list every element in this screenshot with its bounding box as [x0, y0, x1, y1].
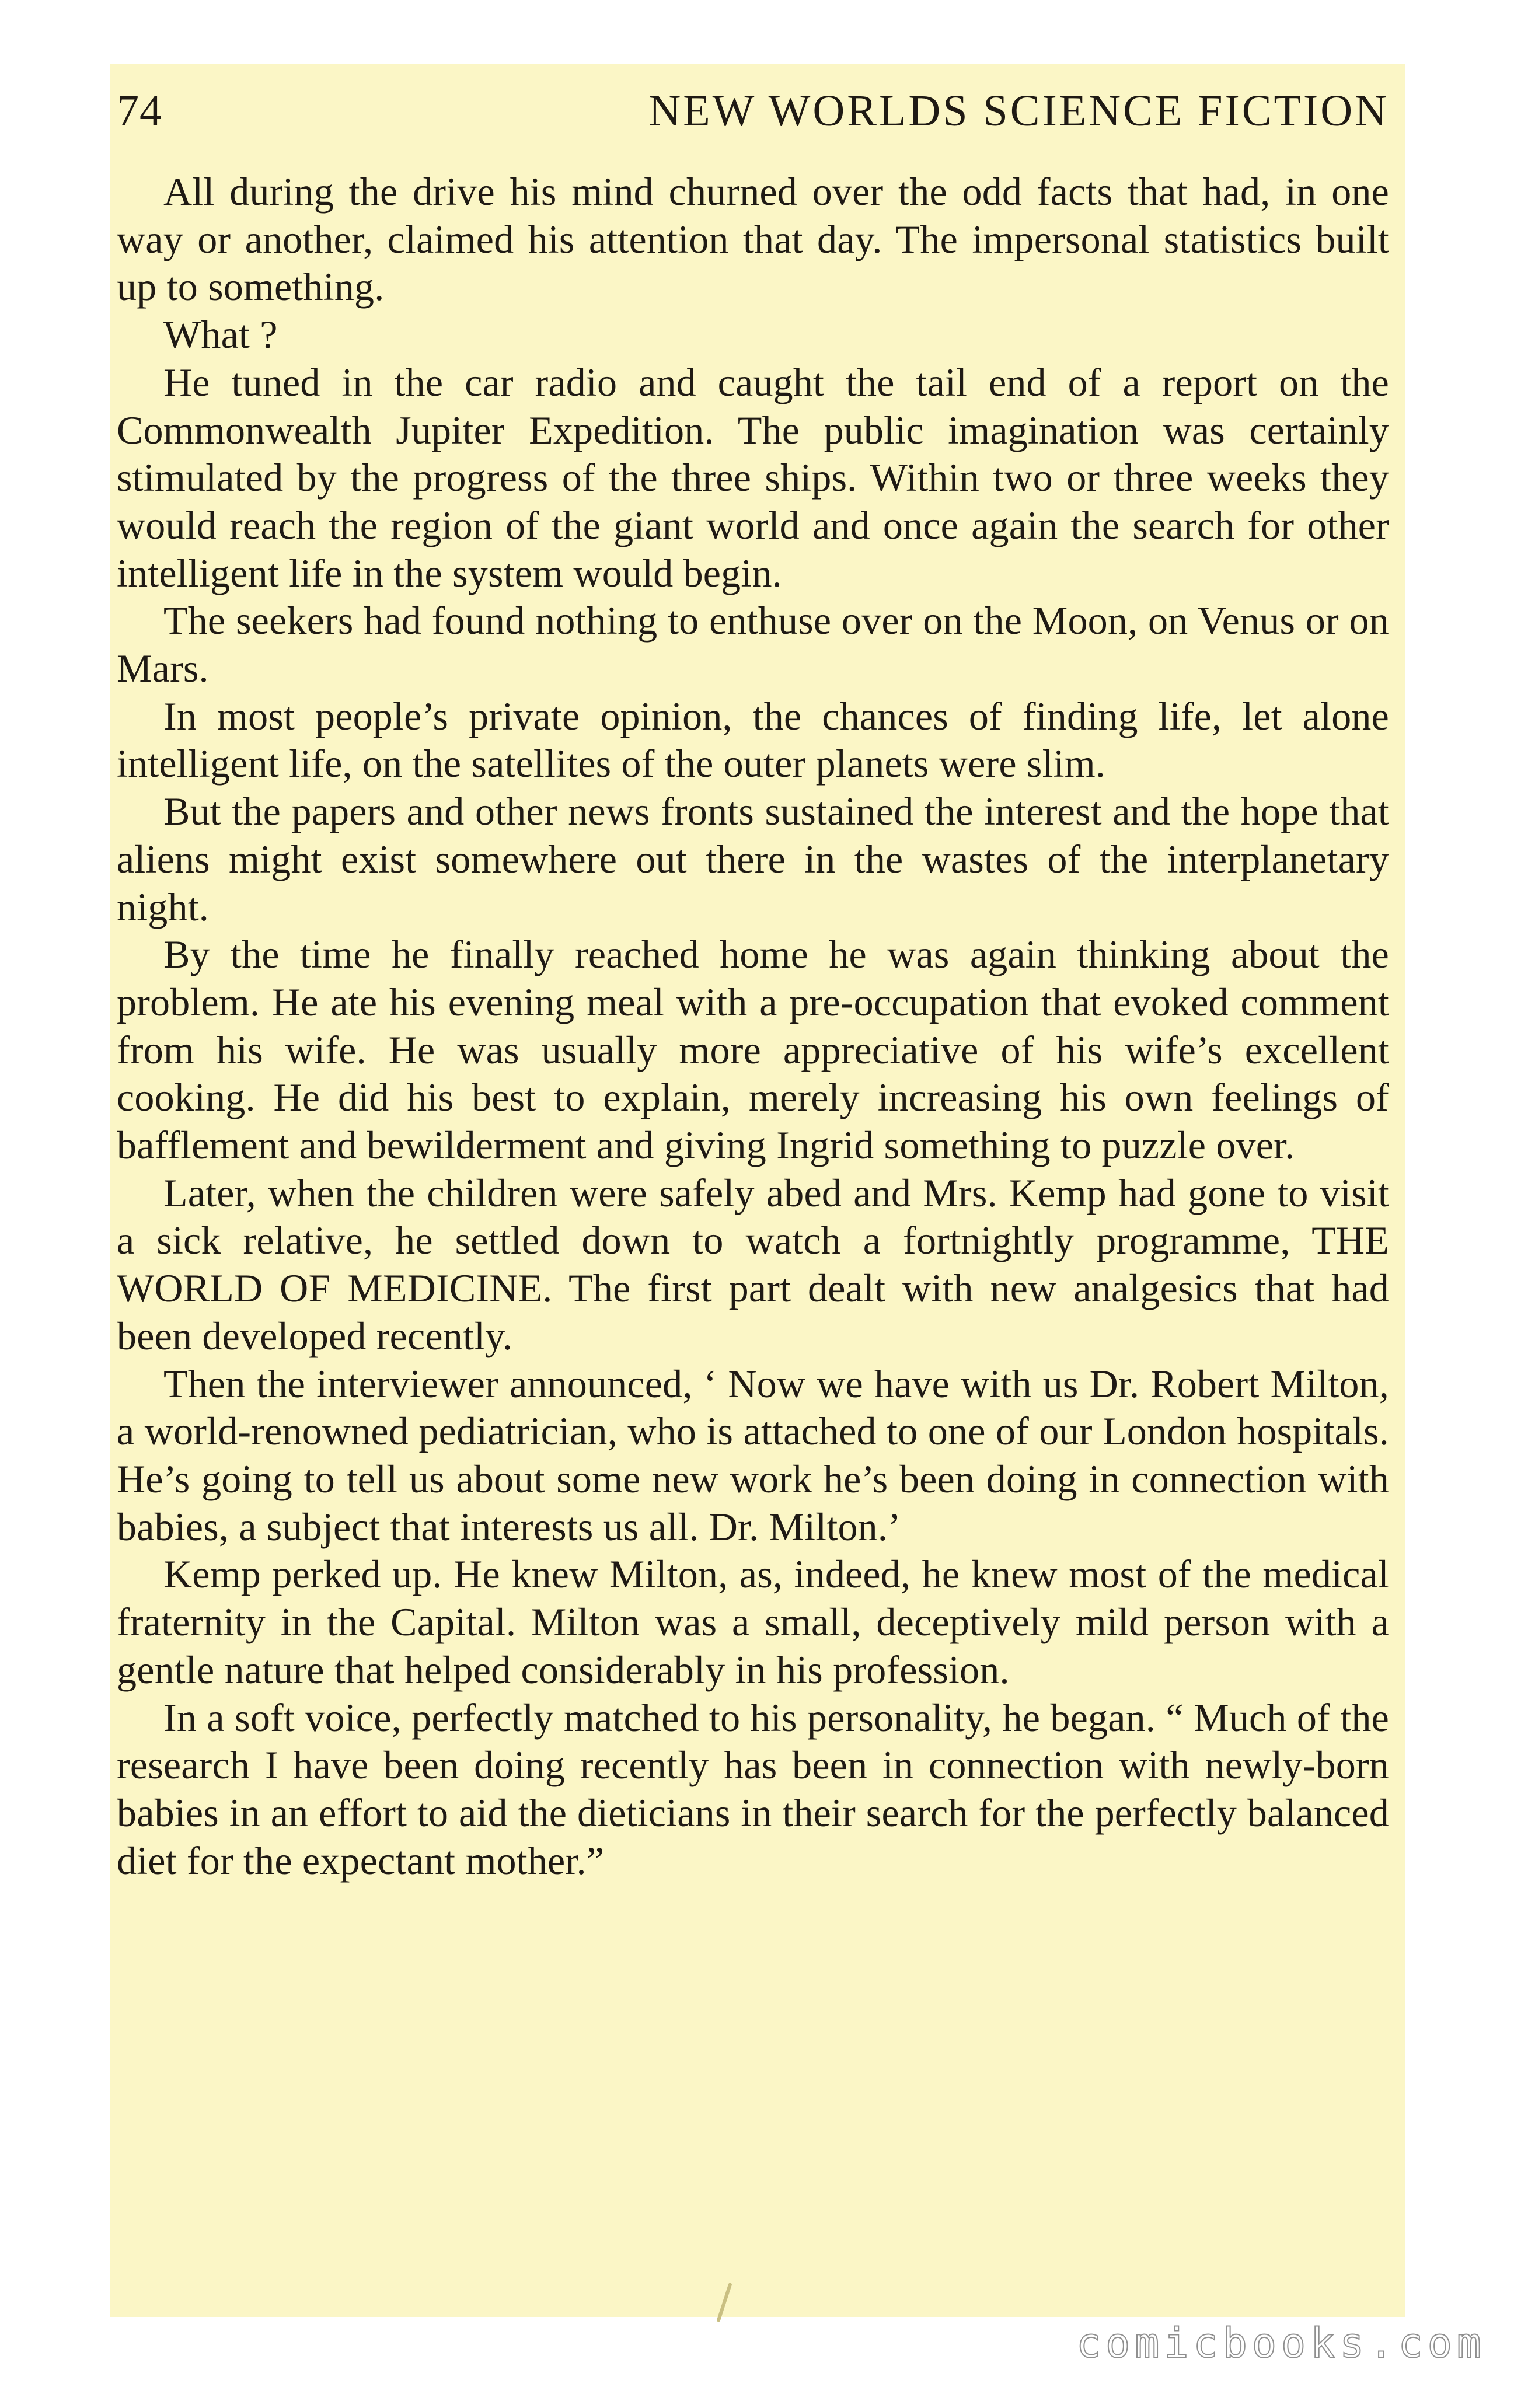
paragraph: All during the drive his mind churned over the odd facts that had, in one way or another, claimed his attention that day. The impersonal statistics built up to something. — [117, 169, 1389, 309]
paragraph: Kemp perked up. He knew Milton, as, indeed, he knew most of the medical fraternity in the Capital. Milton was a small, deceptively mild person with a gentle nature that helped considerably in his profession. — [117, 1552, 1389, 1692]
paragraph: The seekers had found nothing to enthuse over on the Moon, on Venus or on Mars. — [117, 598, 1389, 691]
paragraph: In a soft voice, perfectly matched to his personality, he began. “ Much of the research I have been doing recently has been in connection with newly-born babies in an effort to aid the dieticians in their search for the perfectly balanced diet for the expectant mother.” — [117, 1695, 1389, 1883]
paragraph: Later, when the children were safely abed and Mrs. Kemp had gone to visit a sick relative, he settled down to watch a fortnightly programme, THE WORLD OF MEDICINE. The first part dealt with new analgesics that had been developed recently. — [117, 1170, 1389, 1358]
paragraph: By the time he finally reached home he was again thinking about the problem. He ate his evening meal with a pre-occupation that evoked comment from his wife. He was usually more appreciative of his wife’s excellent cooking. He did his best to explain, merely increasing his own feelings of bafflement and bewilderment and giving Ingrid something to puzzle over. — [117, 932, 1389, 1168]
paragraph: He tuned in the car radio and caught the tail end of a report on the Commonwealth Jupiter Expedition. The public imagination was certainly stimulated by the progress of the three ships. Within two or three weeks they would reach the region of the giant world and once again the search for other intelligent life in the system would begin. — [117, 360, 1389, 595]
paragraph: Then the interviewer announced, ‘ Now we have with us Dr. Robert Milton, a world-renowned pediatrician, who is attached to one of our London hospitals. He’s going to tell us about some new work he’s been doing in connection with babies, a subject that interests us all. Dr. Milton.’ — [117, 1361, 1389, 1549]
watermark: comicbooks.com — [1076, 2319, 1486, 2367]
paragraph: In most people’s private opinion, the chances of finding life, let alone intelligent life, on the satellites of the outer planets were slim. — [117, 693, 1389, 786]
magazine-title: NEW WORLDS SCIENCE FICTION — [648, 86, 1389, 135]
page-number: 74 — [117, 86, 162, 135]
paragraph: What ? — [163, 312, 278, 357]
paragraph: But the papers and other news fronts sustained the interest and the hope that aliens might exist somewhere out there in the wastes of the interplanetary night. — [117, 789, 1389, 929]
story-text — [117, 168, 1389, 1884]
page-header — [117, 76, 1389, 146]
